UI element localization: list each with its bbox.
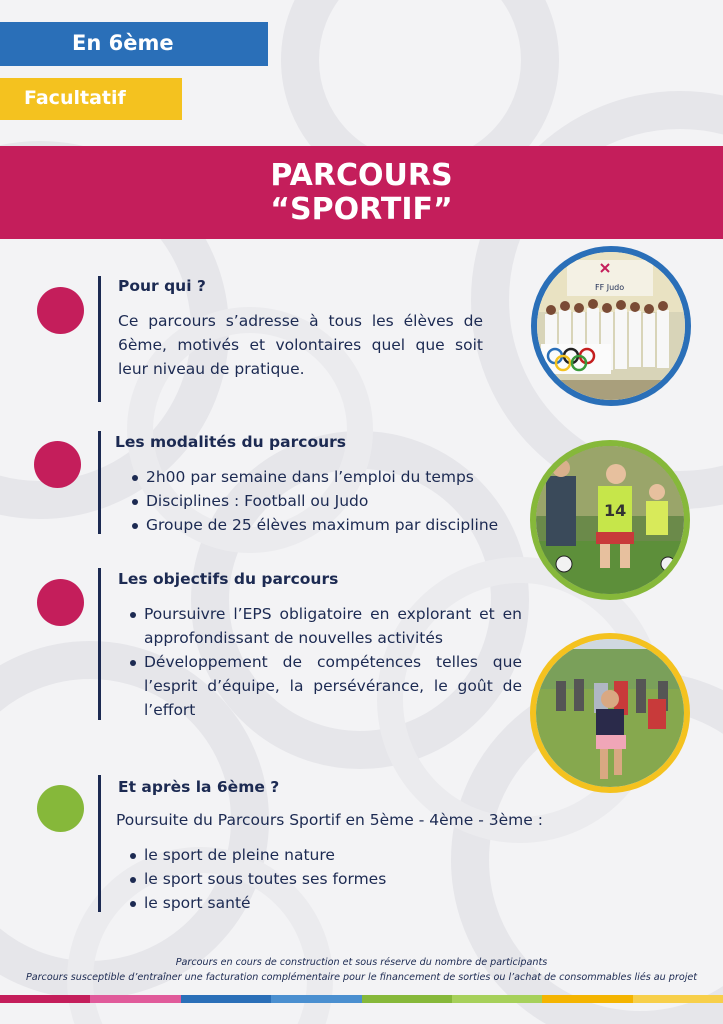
- list-item: le sport de pleine nature: [128, 843, 508, 867]
- section-bullet-dot: [34, 441, 81, 488]
- list-item: Développement de compétences telles que l’esprit d’équipe, la persévérance, le goût de l’effort: [128, 650, 522, 722]
- section-title: Les objectifs du parcours: [118, 570, 339, 588]
- svg-text:14: 14: [604, 501, 627, 520]
- section-bullet-dot: [37, 579, 84, 626]
- section-divider: [98, 431, 101, 534]
- footer-note-1: Parcours en cours de construction et sous réserve du nombre de participants: [175, 957, 548, 968]
- banner-title-line2: “SPORTIF”: [270, 192, 453, 227]
- level-tag-label: En 6ème: [72, 31, 174, 55]
- objectifs-list: [128, 602, 522, 722]
- judo-banner-text: FF Judo: [595, 283, 625, 292]
- section-title: Les modalités du parcours: [115, 433, 347, 451]
- section-divider: [98, 276, 101, 402]
- section-bullet-dot: [37, 287, 84, 334]
- modalites-list: [130, 465, 530, 537]
- level-tag: [0, 22, 268, 66]
- judo-group-photo: [531, 246, 691, 406]
- footer-note-2: Parcours susceptible d’entraîner une facturation complémentaire pour le financement de sorties ou l’achat de consommables liés au projet: [25, 972, 698, 983]
- type-tag-label: Facultatif: [24, 87, 126, 109]
- footer-notes: [0, 955, 723, 985]
- section-divider: [98, 775, 101, 912]
- list-item: Disciplines : Football ou Judo: [130, 489, 530, 513]
- outdoor-running-photo: [530, 633, 690, 793]
- list-item: le sport santé: [128, 891, 508, 915]
- section-title: Pour qui ?: [118, 277, 206, 295]
- title-banner: [0, 146, 723, 239]
- section-divider: [98, 568, 101, 720]
- section-bullet-dot: [37, 785, 84, 832]
- type-tag: [0, 78, 182, 120]
- section-intro: Poursuite du Parcours Sportif en 5ème - 4ème - 3ème :: [116, 811, 543, 829]
- color-stripe: [0, 995, 723, 1003]
- section-text: Ce parcours s’adresse à tous les élèves de 6ème, motivés et volontaires quel que soit leur niveau de pratique.: [118, 312, 483, 378]
- list-item: 2h00 par semaine dans l’emploi du temps: [130, 465, 530, 489]
- list-item: le sport sous toutes ses formes: [128, 867, 508, 891]
- football-photo: [530, 440, 690, 600]
- apres-list: [128, 843, 508, 915]
- list-item: Poursuivre l’EPS obligatoire en explorant et en approfondissant de nouvelles activités: [128, 602, 522, 650]
- section-title: Et après la 6ème ?: [118, 778, 280, 796]
- banner-title-line1: PARCOURS: [270, 158, 453, 193]
- list-item: Groupe de 25 élèves maximum par discipline: [130, 513, 530, 537]
